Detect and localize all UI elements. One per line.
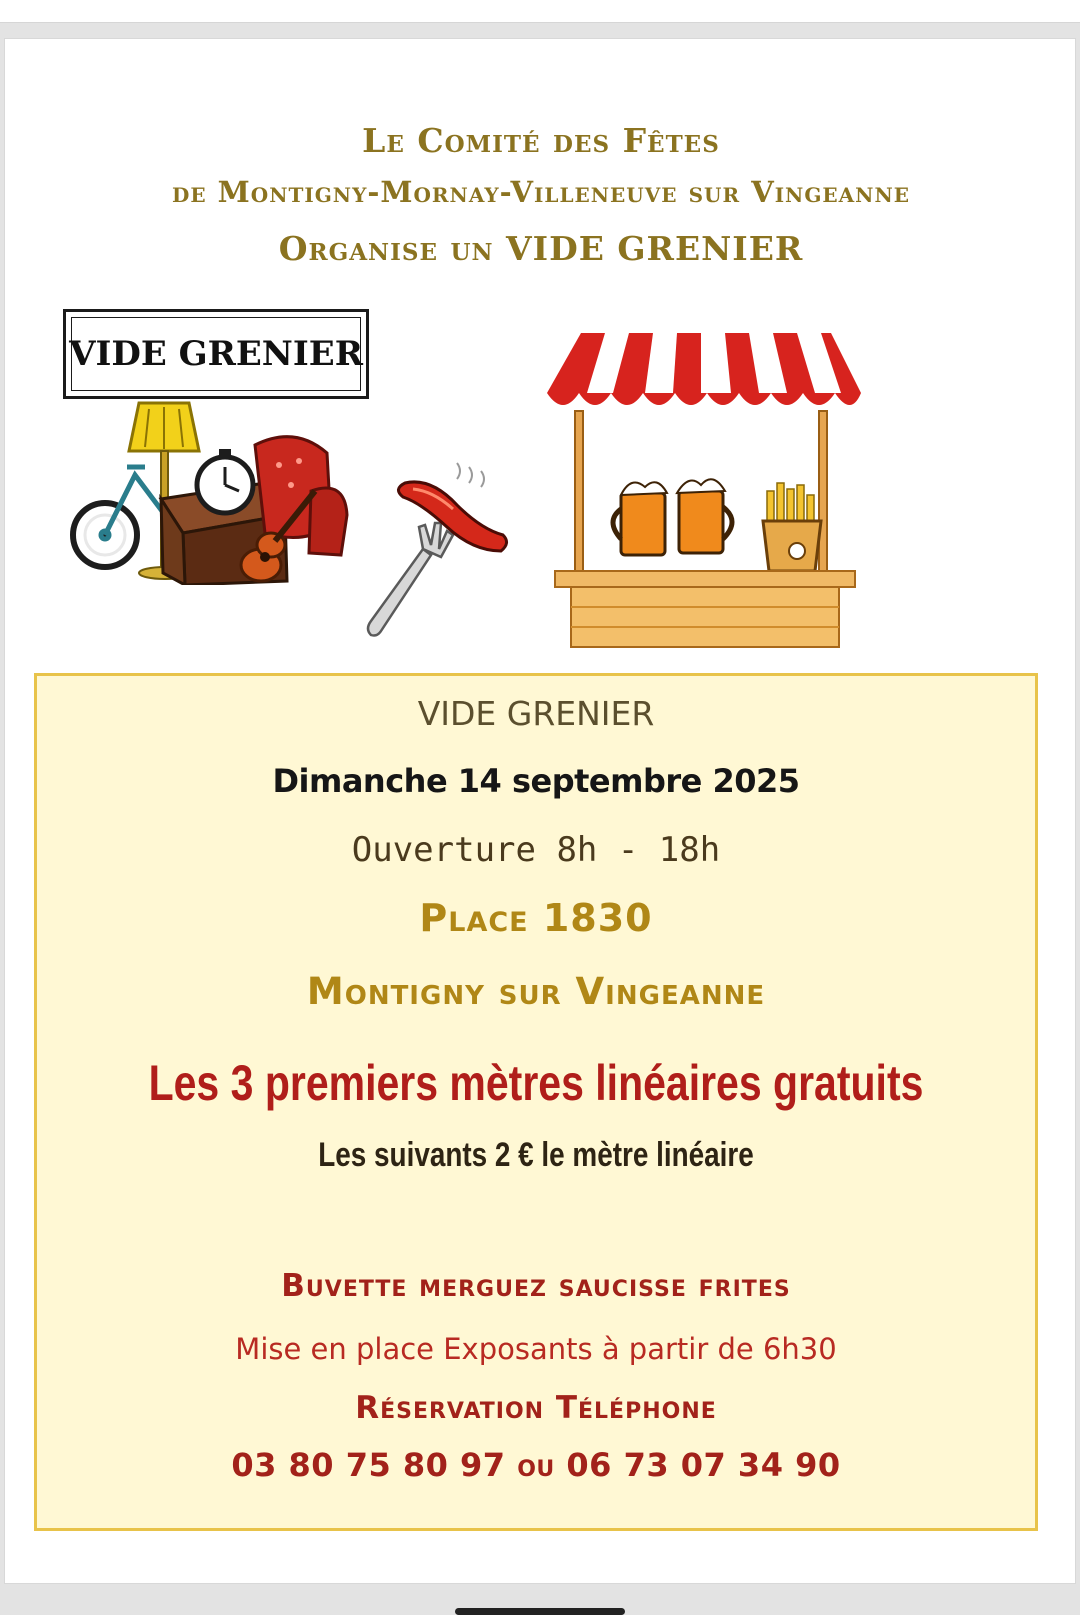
fries-icon: [763, 483, 821, 571]
event-date: Dimanche 14 septembre 2025: [272, 762, 800, 800]
bicycle-icon: [73, 467, 165, 567]
alarm-clock-icon: [197, 449, 253, 513]
header-announcement: Organise un VIDE GRENIER: [278, 229, 804, 268]
header-organizer: Le Comité des Fêtes: [362, 121, 720, 160]
opening-hours: Ouverture 8h - 18h: [351, 830, 721, 870]
stall-counter-icon: [555, 571, 855, 647]
event-place: Place 1830: [419, 896, 653, 940]
steam-icon: [457, 463, 484, 487]
sausage-icon: [398, 482, 506, 551]
vide-grenier-sign: [63, 309, 369, 399]
home-indicator-bar[interactable]: [455, 1608, 625, 1615]
vide-grenier-sign-label: VIDE GRENIER: [71, 317, 361, 391]
info-title: VIDE GRENIER: [417, 694, 655, 733]
free-meters-offer: Les 3 premiers mètres linéaires gratuits: [148, 1055, 924, 1111]
event-info-box: [34, 673, 1038, 1531]
sausage-fork-illustration: [353, 457, 513, 647]
phone-numbers[interactable]: 03 80 75 80 97 ou 06 73 07 34 90: [231, 1446, 841, 1484]
beer-mugs-icon: [613, 479, 732, 555]
food-stall-illustration: [541, 325, 871, 655]
price-per-meter: Les suivants 2 € le mètre linéaire: [318, 1136, 754, 1174]
event-town: Montigny sur Vingeanne: [306, 970, 766, 1013]
stall-awning-icon: [547, 333, 861, 405]
vide-grenier-objects-illustration: [65, 395, 355, 585]
top-status-strip: [0, 0, 1080, 23]
header-village: de Montigny-Mornay-Villeneuve sur Vingeanne: [172, 175, 910, 209]
flyer-page: [4, 38, 1076, 1584]
fork-icon: [368, 523, 453, 636]
buvette-menu: Buvette merguez saucisse frites: [281, 1268, 791, 1304]
exhibitor-setup-time: Mise en place Exposants à partir de 6h30: [235, 1332, 837, 1366]
reservation-heading: Réservation Téléphone: [355, 1390, 717, 1426]
